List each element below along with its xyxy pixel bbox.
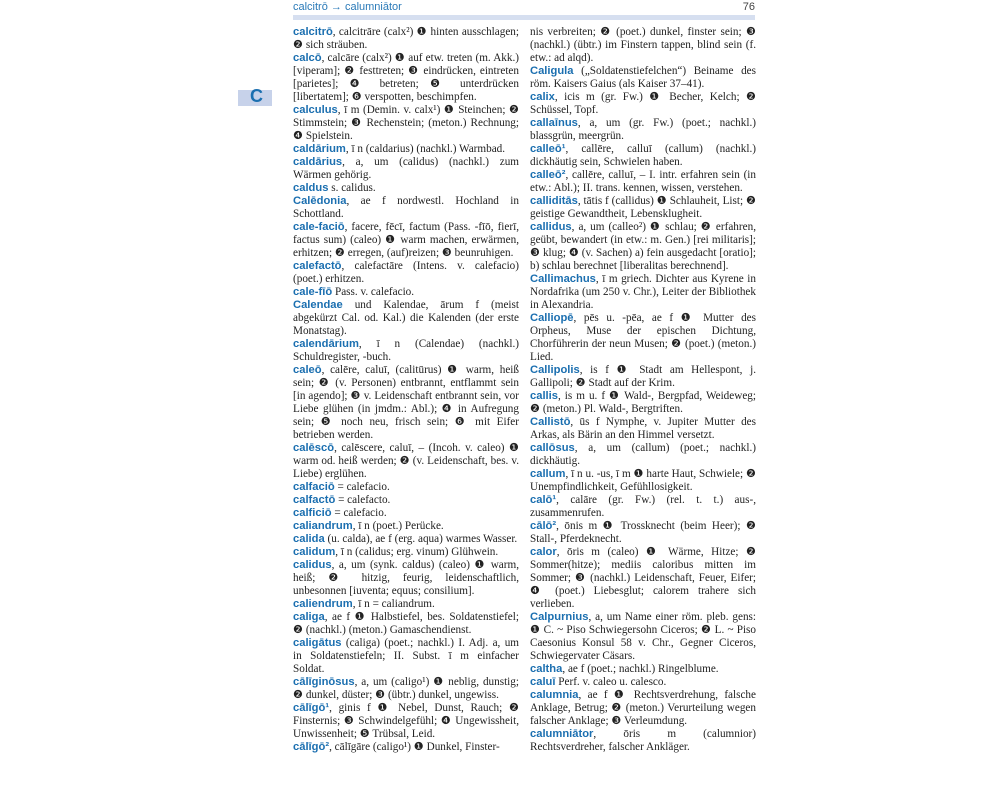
dictionary-entry	[293, 676, 519, 702]
dictionary-entry	[530, 611, 756, 663]
entry-definition: , ōris m (calumnior) Rechtsverdreher, falscher Ankläger.	[530, 728, 756, 753]
entry-definition: , ī n (Calendae) (nachkl.) Schuldregister, -buch.	[293, 338, 519, 363]
dictionary-entry	[530, 520, 756, 546]
entry-headword: calix	[530, 91, 555, 103]
entry-definition: , callēre, calluī (callum) (nachkl.) dickhäutig sein, Schwielen haben.	[530, 143, 756, 168]
running-title: calcitrō → calumniātor	[293, 1, 402, 13]
entry-definition: , ī n (calidus; erg. vinum) Glühwein.	[335, 546, 499, 558]
entry-headword: calcō	[293, 52, 322, 64]
entry-definition: , tātis f (callidus) ❶ Schlauheit, List; ❷ geistige Gewandtheit, Lebensklugheit.	[530, 195, 756, 220]
entry-definition: , ae f ❶ Halbstiefel, bes. Soldatenstiefel; ❷ (nachkl.) (meton.) Gamaschendienst.	[293, 611, 519, 636]
entry-headword: calidus	[293, 559, 332, 571]
entry-definition: , icis m (gr. Fw.) ❶ Becher, Kelch; ❷ Schüssel, Topf.	[530, 91, 756, 116]
dictionary-entry	[293, 494, 519, 507]
entry-headword: caleō	[293, 364, 322, 376]
dictionary-entry	[530, 728, 756, 754]
dictionary-entry	[293, 598, 519, 611]
entry-headword: calor	[530, 546, 557, 558]
entry-definition: , calcitrāre (calx²) ❶ hinten ausschlagen; ❷ sich sträuben.	[293, 26, 519, 51]
dictionary-column-right	[530, 26, 756, 754]
entry-headword: caligātus	[293, 637, 342, 649]
entry-definition: , ī n (caldarius) (nachkl.) Warmbad.	[345, 143, 506, 155]
dictionary-entry	[293, 26, 519, 52]
dictionary-entry	[530, 169, 756, 195]
entry-headword: calculus	[293, 104, 338, 116]
entry-headword: calida	[293, 533, 325, 545]
dictionary-entry	[530, 546, 756, 611]
dictionary-entry	[530, 676, 756, 689]
dictionary-entry	[530, 26, 756, 65]
entry-definition: , ae f ❶ Rechtsverdrehung, falsche Anklage, Betrug; ❷ (meton.) Verurteilung wegen falscher Anklage; ❸ Verleumdung.	[530, 689, 756, 727]
dictionary-entry	[530, 689, 756, 728]
dictionary-entry	[293, 260, 519, 286]
entry-definition: , is f ❶ Stadt am Hellespont, j. Gallipoli; ❷ Stadt auf der Krim.	[530, 364, 756, 389]
entry-headword: caltha	[530, 663, 563, 675]
entry-definition: („Soldatenstiefelchen“) Beiname des röm. Kaisers Gaius (als Kaiser 37–41).	[530, 65, 756, 90]
entry-headword: Callimachus	[530, 273, 596, 285]
entry-headword: Caligula	[530, 65, 574, 77]
entry-definition: , calēre, caluī, (calitūrus) ❶ warm, heiß sein; ❷ (v. Personen) entbrannt, entflammt sein [in agendo]; ❸ v. Leidenschaft entbrannt sein, vor Liebe glühen (in jmdm.: Abl.); ❹ in Aufregung sein; ❺ noch neu, frisch sein; ❻ mit Eifer betrieben werden.	[293, 364, 519, 441]
dictionary-entry	[530, 65, 756, 91]
thumb-index-letter: C	[250, 86, 263, 106]
dictionary-entry	[530, 273, 756, 312]
entry-headword: Calpurnius	[530, 611, 589, 623]
entry-definition: , ī n = caliandrum.	[352, 598, 435, 610]
dictionary-entry	[530, 91, 756, 117]
entry-definition: , ī n (poet.) Perücke.	[352, 520, 444, 532]
entry-headword: caliandrum	[293, 520, 353, 532]
entry-headword: callaīnus	[530, 117, 578, 129]
entry-definition: , a, um (synk. caldus) (caleo) ❶ warm, heiß; ❷ hitzig, feurig, leidenschaftlich, unbesonnen [iuventa; equus; consilium].	[293, 559, 519, 597]
entry-definition: = calefacio.	[331, 507, 387, 519]
entry-headword: Calliopē	[530, 312, 574, 324]
entry-definition: , ī n u. -us, ī m ❶ harte Haut, Schwiele; ❷ Unempfindlichkeit, Gefühllosigkeit.	[530, 468, 756, 493]
dictionary-entry	[293, 338, 519, 364]
entry-definition: , callēre, calluī, – I. intr. erfahren sein (in etw.: Abl.); II. trans. kennen, wissen, verstehen.	[530, 169, 756, 194]
entry-headword: callōsus	[530, 442, 575, 454]
entry-headword: cālīgō²	[293, 741, 330, 753]
entry-definition: , ūs f Nymphe, v. Jupiter Mutter des Arkas, als Bärin an den Himmel versetzt.	[530, 416, 756, 441]
thumb-index-tab	[238, 86, 272, 106]
page-number: 76	[742, 1, 755, 13]
entry-headword: callum	[530, 468, 566, 480]
dictionary-entry	[530, 494, 756, 520]
entry-definition: Perf. v. caleo u. calesco.	[555, 676, 667, 688]
entry-definition: , a, um (gr. Fw.) (poet.; nachkl.) blassgrün, meergrün.	[530, 117, 756, 142]
entry-definition: (caliga) (poet.; nachkl.) I. Adj. a, um in Soldatenstiefeln; II. Subst. ī m einfacher Soldat.	[293, 637, 519, 675]
dictionary-entry	[293, 520, 519, 533]
dictionary-entry	[530, 416, 756, 442]
dictionary-entry	[293, 221, 519, 260]
entry-headword: calendārium	[293, 338, 359, 350]
entry-definition: , ae f (poet.; nachkl.) Ringelblume.	[562, 663, 719, 675]
dictionary-entry	[293, 182, 519, 195]
dictionary-entry	[293, 143, 519, 156]
entry-definition: , facere, fēcī, factum (Pass. -fīō, fierī, factus sum) (caleo) ❶ warm machen, erwärmen, erhitzen; ❷ erregen, (auf)reizen; ❸ beunruhigen.	[293, 221, 519, 259]
dictionary-entry	[293, 299, 519, 338]
entry-headword: Callistō	[530, 416, 571, 428]
entry-definition: , a, um (calidus) (nachkl.) zum Wärmen gehörig.	[293, 156, 519, 181]
dictionary-entry	[293, 741, 519, 754]
dictionary-entry	[293, 481, 519, 494]
entry-headword: calcitrō	[293, 26, 333, 38]
entry-definition: , calefactāre (Intens. v. calefacio) (poet.) erhitzen.	[293, 260, 519, 285]
dictionary-entry	[530, 117, 756, 143]
entry-definition: Pass. v. calefacio.	[332, 286, 415, 298]
dictionary-entry	[293, 559, 519, 598]
entry-definition: , calēscere, caluī, – (Incoh. v. caleo) ❶ warm od. heiß werden; ❷ (v. Leidenschaft, bes. v. Liebe) erglühen.	[293, 442, 519, 480]
entry-headword: calfaciō	[293, 481, 335, 493]
dictionary-entry	[293, 52, 519, 104]
entry-headword: calleō²	[530, 169, 566, 181]
dictionary-entry	[530, 364, 756, 390]
entry-headword: caliendrum	[293, 598, 353, 610]
dictionary-entry	[293, 156, 519, 182]
entry-headword: calefactō	[293, 260, 342, 272]
entry-definition: = calefacto.	[335, 494, 391, 506]
entry-headword: caldārium	[293, 143, 346, 155]
dictionary-entry	[530, 195, 756, 221]
entry-definition: = calefacio.	[334, 481, 390, 493]
entry-headword: cale-fīō	[293, 286, 333, 298]
entry-headword: Calendae	[293, 299, 343, 311]
entry-definition: , ī m (Demin. v. calx¹) ❶ Steinchen; ❷ Stimmstein; ❸ Rechenstein; (meton.) Rechnung; ❹ Spielstein.	[293, 104, 519, 142]
entry-definition: , calāre (gr. Fw.) (rel. t. t.) aus-, zusammenrufen.	[530, 494, 756, 519]
entry-headword: calumnia	[530, 689, 579, 701]
dictionary-entry	[530, 468, 756, 494]
entry-headword: calleō¹	[530, 143, 566, 155]
dictionary-entry	[530, 221, 756, 273]
entry-definition: , a, um (callum) (poet.; nachkl.) dickhäutig.	[530, 442, 756, 467]
page-header	[293, 0, 755, 20]
dictionary-entry	[293, 611, 519, 637]
entry-definition: und Kalendae, ārum f (meist abgekürzt Cal. od. Kal.) die Kalenden (der erste Monatstag).	[293, 299, 519, 337]
entry-headword: callis	[530, 390, 558, 402]
entry-headword: cālō²	[530, 520, 557, 532]
entry-definition: , ōnis m ❶ Trossknecht (beim Heer); ❷ Stall-, Pferdeknecht.	[530, 520, 756, 545]
entry-definition: (u. calda), ae f (erg. aqua) warmes Wasser.	[324, 533, 518, 545]
dictionary-entry	[293, 637, 519, 676]
dictionary-entry	[530, 312, 756, 364]
dictionary-entry	[530, 663, 756, 676]
entry-headword: caldus	[293, 182, 329, 194]
entry-definition: , a, um (calleo²) ❶ schlau; ❷ erfahren, geübt, bewandert (in etw.: m. Gen.) [rei militaris]; ❸ klug; ❹ (v. Sachen) a) fein ausgedacht [oratio]; b) schlau berechnet [liberalitas berechnend].	[530, 221, 756, 272]
dictionary-column-left	[293, 26, 519, 754]
entry-headword: calō¹	[530, 494, 557, 506]
dictionary-entry	[293, 702, 519, 741]
entry-headword: calliditās	[530, 195, 578, 207]
dictionary-entry	[293, 546, 519, 559]
entry-headword: Calēdonia	[293, 195, 347, 207]
entry-definition: , ae f nordwestl. Hochland in Schottland.	[293, 195, 519, 220]
dictionary-entry	[293, 104, 519, 143]
header-rule	[293, 15, 755, 20]
entry-headword: caldārius	[293, 156, 343, 168]
entry-headword: caluī	[530, 676, 556, 688]
entry-definition: nis verbreiten; ❷ (poet.) dunkel, finster sein; ❸ (nachkl.) (übtr.) im Finstern tappen, blind sein (f. etw.: ad alqd).	[530, 26, 756, 64]
entry-headword: calficiō	[293, 507, 332, 519]
dictionary-entry	[530, 442, 756, 468]
entry-headword: callidus	[530, 221, 572, 233]
entry-headword: cālīgō¹	[293, 702, 330, 714]
entry-headword: calidum	[293, 546, 336, 558]
entry-definition: , pēs u. -pēa, ae f ❶ Mutter des Orpheus, Muse der epischen Dichtung, Chorführerin der neun Musen; ❷ (poet.) (meton.) Lied.	[530, 312, 756, 363]
dictionary-entry	[293, 507, 519, 520]
entry-headword: cale-faciō	[293, 221, 345, 233]
entry-definition: , ginis f ❶ Nebel, Dunst, Rauch; ❷ Finsternis; ❸ Schwindelgefühl; ❹ Ungewissheit, Unwissenheit; ❺ Trübsal, Leid.	[293, 702, 519, 740]
entry-definition: , cālīgāre (caligo¹) ❶ Dunkel, Finster-	[329, 741, 500, 753]
entry-definition: , calcāre (calx²) ❶ auf etw. treten (m. Akk.) [viperam]; ❷ festtreten; ❸ eindrücken, eintreten [parietes]; ❹ betreten; ❺ unterdrücken [libertatem]; ❻ verspotten, beschimpfen.	[293, 52, 519, 103]
entry-headword: calfactō	[293, 494, 336, 506]
dictionary-entry	[293, 533, 519, 546]
entry-headword: calēscō	[293, 442, 335, 454]
dictionary-entry	[530, 390, 756, 416]
entry-headword: calumniātor	[530, 728, 594, 740]
entry-headword: Callipolis	[530, 364, 580, 376]
entry-definition: , ī m griech. Dichter aus Kyrene in Nordafrika (um 250 v. Chr.), Leiter der Bibliothek in Alexandria.	[530, 273, 756, 311]
dictionary-entry	[293, 286, 519, 299]
entry-definition: , ōris m (caleo) ❶ Wärme, Hitze; ❷ Sommer(hitze); mediis caloribus mitten im Sommer; ❸ (nachkl.) Leidenschaft, Feuer, Eifer; ❹ (poet.) Liebesglut; calorem trahere sich verlieben.	[530, 546, 756, 610]
dictionary-entry	[293, 195, 519, 221]
entry-definition: , a, um Name einer röm. pleb. gens: ❶ C. ~ Piso Schwiegersohn Ciceros; ❷ L. ~ Piso Caesonius Konsul 58 v. Chr., Gegner Ciceros, Schwiegervater Cäsars.	[530, 611, 756, 662]
entry-headword: cālīginōsus	[293, 676, 355, 688]
dictionary-entry	[530, 143, 756, 169]
dictionary-entry	[293, 364, 519, 442]
entry-definition: , a, um (caligo¹) ❶ neblig, dunstig; ❷ dunkel, düster; ❸ (übtr.) dunkel, ungewiss.	[293, 676, 519, 701]
entry-definition: , is m u. f ❶ Wald-, Bergpfad, Weideweg; ❷ (meton.) Pl. Wald-, Bergtriften.	[530, 390, 756, 415]
entry-definition: s. calidus.	[328, 182, 376, 194]
dictionary-entry	[293, 442, 519, 481]
entry-headword: caliga	[293, 611, 325, 623]
